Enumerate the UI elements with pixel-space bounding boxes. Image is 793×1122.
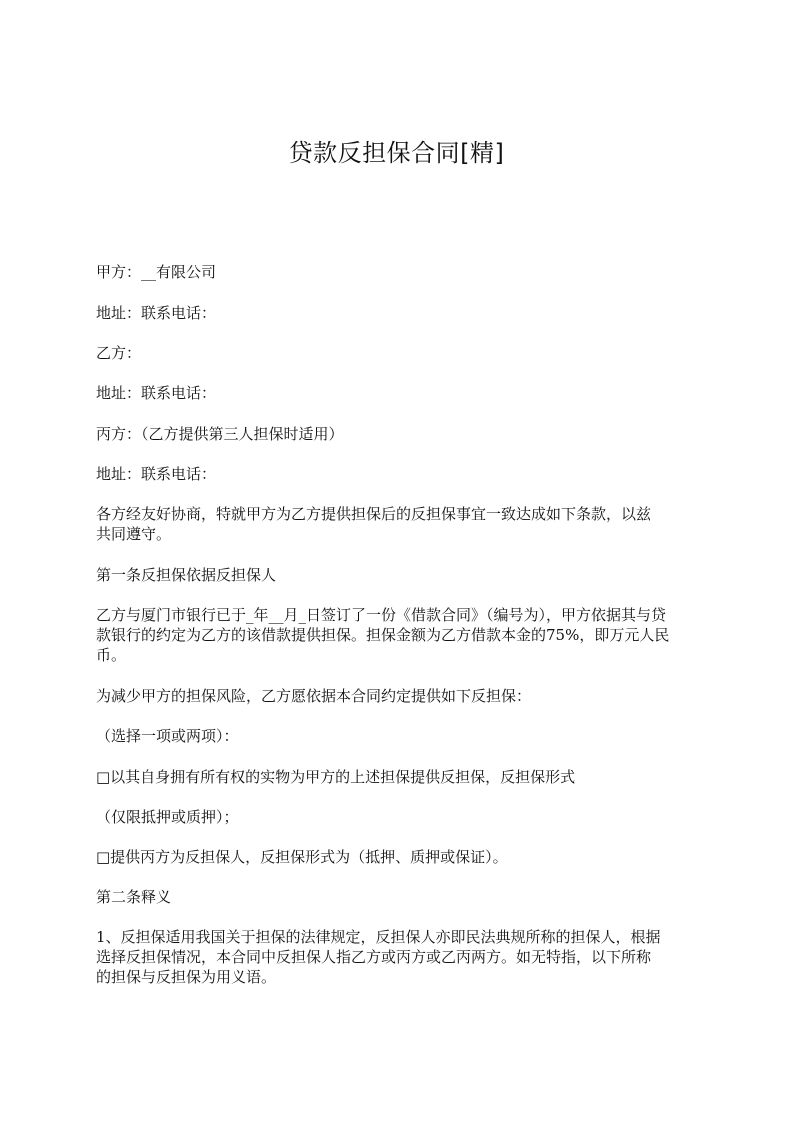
option-1-line: □以其自身拥有所有权的实物为甲方的上述担保提供反担保，反担保形式 [96, 768, 576, 786]
party-b-line: 乙方： [96, 344, 142, 362]
text-line: 共同遵守。 [96, 525, 172, 543]
counter-guarantee-intro: 为减少甲方的担保风险，乙方愿依据本合同约定提供如下反担保： [96, 687, 532, 705]
text-line: 选择反担保情况，本合同中反担保人指乙方或丙方或乙丙两方。如无特指，以下所称 [96, 948, 652, 966]
article-1-heading: 第一条反担保依据反担保人 [96, 566, 277, 584]
document-title: 贷款反担保合同[精] [288, 139, 505, 167]
party-c-line: 丙方：（乙方提供第三人担保时适用） [96, 425, 344, 443]
article-1-paragraph [96, 605, 708, 665]
party-c-address-line: 地址：联系电话： [96, 465, 217, 483]
text-line: 款银行的约定为乙方的该借款提供担保。担保金额为乙方借款本金的75%，即万元人民 [96, 626, 670, 644]
text-line: 乙方与厦门市银行已于_年__月_日签订了一份《借款合同》（编号为），甲方依据其与贷 [96, 606, 667, 624]
option-2-line: □提供丙方为反担保人，反担保形式为（抵押、质押或保证）。 [96, 848, 508, 866]
article-2-heading: 第二条释义 [96, 888, 172, 906]
selection-note: （选择一项或两项）： [96, 727, 239, 745]
party-a-line: 甲方：__有限公司 [96, 263, 217, 281]
party-b-address-line: 地址：联系电话： [96, 384, 217, 402]
text-line: 1、反担保适用我国关于担保的法律规定，反担保人亦即民法典规所称的担保人，根据 [96, 928, 661, 946]
text-line: 各方经友好协商，特就甲方为乙方提供担保后的反担保事宜一致达成如下条款，以兹 [96, 505, 652, 523]
option-1-note: （仅限抵押或质押）； [96, 808, 239, 826]
article-2-paragraph [96, 927, 708, 987]
text-line: 币。 [96, 646, 127, 664]
party-a-address-line: 地址：联系电话： [96, 304, 217, 322]
text-line: 的担保与反担保为用义语。 [96, 968, 277, 986]
intro-paragraph [96, 504, 708, 544]
